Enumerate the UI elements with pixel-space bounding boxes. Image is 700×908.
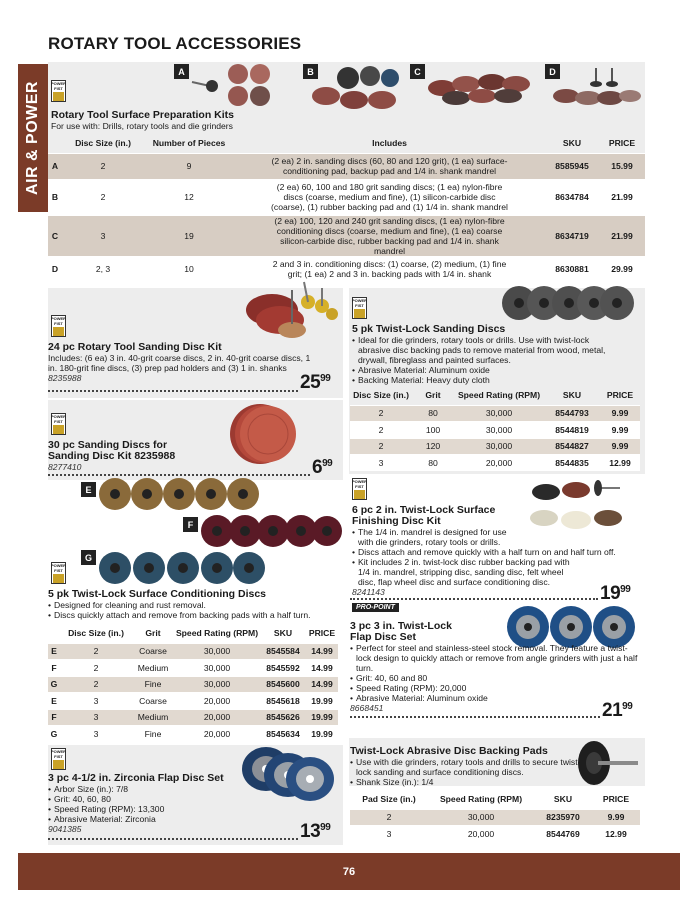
sanding-kit-image: [242, 280, 342, 342]
product-bullet: • Designed for cleaning and rust removal.: [48, 600, 343, 610]
image-label-f: F: [183, 517, 198, 532]
power-fist-logo: POWER FIST: [352, 297, 367, 319]
conditioning-disc-g-image: [97, 550, 267, 586]
page-footer: [18, 853, 680, 890]
kit1-header: Disc Size (in.): [75, 138, 131, 149]
cell: 3: [60, 709, 132, 726]
table-row: [48, 693, 338, 710]
cell: (2 ea) 2 in. sanding discs (60, 80 and 120 grit), (1 ea) surface-conditioning pad, backup pad and 1/4 in. shank mandrel: [234, 153, 545, 179]
backing-pads-table: [350, 790, 640, 842]
price-leader: [48, 390, 298, 392]
product-price: $25^{99}$: [300, 372, 331, 393]
kit1-use: For use with: Drills, rotary tools and die grinders: [51, 121, 233, 131]
cell-sku: 8544819: [544, 422, 600, 439]
product-bullet: • Abrasive Material: Aluminum oxide: [350, 693, 640, 703]
price-leader: [350, 716, 600, 718]
cell-sku: 8545584: [260, 643, 306, 660]
cell: Medium: [132, 709, 174, 726]
twist-lock-sanding-table: [350, 386, 640, 471]
cell: 20,000: [174, 693, 260, 710]
cell-price: 14.99: [306, 660, 338, 677]
product-sku: 8241143: [352, 587, 385, 597]
cell: 20,000: [174, 709, 260, 726]
table-row: [350, 438, 640, 455]
power-fist-logo: POWER FIST: [51, 80, 66, 102]
cell: 2: [60, 676, 132, 693]
cell-price: 21.99: [599, 179, 645, 215]
cell: 2: [62, 153, 144, 179]
kit1-table: [48, 134, 645, 282]
product-bullet: • Grit: 40, 60, 80: [48, 794, 278, 804]
cell: 30,000: [428, 809, 534, 826]
power-fist-logo: POWER FIST: [51, 562, 66, 584]
table-row: [48, 676, 338, 693]
cell-sku: 8544769: [534, 826, 592, 843]
table-header: Pad Size (in.): [362, 794, 416, 805]
product-price: $13^{99}$: [300, 821, 331, 842]
image-label-d: D: [545, 64, 560, 79]
cell: 3: [60, 693, 132, 710]
conditioning-disc-f-image: [199, 513, 344, 549]
price-leader: [48, 838, 298, 840]
row-key: E: [48, 693, 60, 710]
cell: 80: [412, 455, 454, 472]
image-label-g: G: [81, 550, 96, 565]
product-bullet: • Shank Size (in.): 1/4: [350, 777, 590, 787]
power-fist-logo: POWER FIST: [352, 478, 367, 500]
cell: 2 and 3 in. conditioning discs: (1) coarse, (2) medium, (1) fine grit; (1 ea) 2 and 3 in. backing pads with 1/4 in. shank: [234, 256, 545, 282]
cell: 2: [350, 809, 428, 826]
row-key: F: [48, 660, 60, 677]
cell: 2: [60, 643, 132, 660]
table-header: Speed Rating (RPM): [439, 794, 523, 805]
product-price: $21^{99}$: [602, 700, 633, 721]
cell-sku: 8545592: [260, 660, 306, 677]
cell: (2 ea) 60, 100 and 180 grit sanding discs; (1 ea) nylon-fibre discs (coarse, medium and fine), (1) silicon-carbide disc (coarse), (1) rubber backing pad and (1) 1/4 in. shank mandrel: [234, 179, 545, 215]
product-sku: 8235988: [48, 373, 82, 383]
cell-sku: 8545634: [260, 726, 306, 743]
cell-sku: 8544793: [544, 405, 600, 422]
product-bullet: • Use with die grinders, rotary tools and drills to secure twist-lock sanding and surface conditioning discs.: [350, 757, 590, 777]
table-row: [48, 660, 338, 677]
cell-sku: 8544835: [544, 455, 600, 472]
power-fist-logo: POWER FIST: [51, 748, 66, 770]
kit-a-image: [188, 62, 280, 106]
cell: 3: [60, 726, 132, 743]
cell: 9: [144, 153, 234, 179]
image-label-b: B: [303, 64, 318, 79]
cell: 80: [412, 405, 454, 422]
cell-price: 19.99: [306, 693, 338, 710]
cell: 2, 3: [62, 256, 144, 282]
cell: 2: [62, 179, 144, 215]
product-title-line1: 30 pc Sanding Discs for: [48, 439, 168, 451]
cell: 3: [350, 826, 428, 843]
cell: 2: [350, 422, 412, 439]
kit1-header: Number of Pieces: [152, 138, 226, 149]
cell-price: 9.99: [592, 809, 640, 826]
table-header: PRICE: [606, 390, 634, 401]
kit1-header: Includes: [372, 138, 407, 149]
pro-point-logo: PRO-POINT: [352, 603, 399, 612]
cell: Medium: [132, 660, 174, 677]
row-key: F: [48, 709, 60, 726]
product-price: $6^{99}$: [312, 457, 333, 478]
product-bullet: • Speed Rating (RPM): 20,000: [350, 683, 640, 693]
cell-price: 19.99: [306, 709, 338, 726]
page-number: 76: [342, 865, 356, 878]
cell: 2: [60, 660, 132, 677]
product-bullet: • Discs attach and remove quickly with a half turn on and half turn off.: [352, 547, 642, 557]
table-row: [350, 405, 640, 422]
cell-price: 15.99: [599, 153, 645, 179]
image-label-c: C: [410, 64, 425, 79]
product-title-line2: Finishing Disc Kit: [352, 515, 441, 527]
cell-sku: 8634719: [545, 215, 599, 256]
product-sku: 8668451: [350, 703, 384, 713]
product-price: $19^{99}$: [600, 583, 631, 604]
cell-price: 9.99: [600, 422, 640, 439]
cell: 3: [62, 215, 144, 256]
row-key: A: [48, 153, 62, 179]
twist-lock-sanding-image: [500, 284, 635, 322]
kit1-header: SKU: [562, 138, 582, 149]
cell-sku: 8545600: [260, 676, 306, 693]
product-bullet: • Ideal for die grinders, rotary tools or drills. Use with twist-lock abrasive disc backing pads to remove material from wood, metal, drywall, fibreglass and painted surfaces.: [352, 335, 622, 365]
cell-sku: 8545618: [260, 693, 306, 710]
cell-sku: 8544827: [544, 438, 600, 455]
cell-price: 14.99: [306, 676, 338, 693]
cell: 20,000: [174, 726, 260, 743]
product-title-line1: 6 pc 2 in. Twist-Lock Surface: [352, 504, 496, 516]
product-bullet: • Discs quickly attach and remove from backing pads with a half turn.: [48, 610, 343, 620]
product-bullet: • Speed Rating (RPM): 13,300: [48, 804, 278, 814]
table-header: Disc Size (in.): [353, 390, 409, 401]
table-row: [350, 422, 640, 439]
row-key: G: [48, 726, 60, 743]
cell-price: 19.99: [306, 726, 338, 743]
cell: Coarse: [132, 693, 174, 710]
price-leader: [350, 598, 598, 600]
cell-price: 9.99: [600, 405, 640, 422]
product-bullet: • Abrasive Material: Aluminum oxide: [352, 365, 622, 375]
cell-price: 12.99: [600, 455, 640, 472]
table-header: Speed Rating (RPM): [175, 628, 259, 639]
table-header: SKU: [562, 390, 582, 401]
conditioning-disc-e-image: [97, 476, 259, 512]
table-header: Disc Size (in.): [68, 628, 124, 639]
product-title-line1: 3 pc 3 in. Twist-Lock: [350, 620, 452, 632]
power-fist-logo: POWER FIST: [51, 315, 66, 337]
cell: 12: [144, 179, 234, 215]
cell-price: 12.99: [592, 826, 640, 843]
cell: Fine: [132, 726, 174, 743]
product-sku: 9041385: [48, 824, 82, 834]
table-row: [48, 215, 645, 256]
cell: 30,000: [454, 422, 544, 439]
cell: (2 ea) 100, 120 and 240 grit sanding discs, (1 ea) nylon-fibre conditioning discs (coarse, medium and fine), (1 ea) coarse silicon-carbide disc, rubber backing pad and 1/4 in. shank mandrel: [234, 215, 545, 256]
cell: 19: [144, 215, 234, 256]
product-description: Includes: (6 ea) 3 in. 40-grit coarse discs, 2 in. 40-grit coarse discs, 1 in. 180-grit fine discs, (3) prep pad holders and (3) 1 in. shanks: [48, 353, 311, 373]
cell-sku: 8634784: [545, 179, 599, 215]
conditioning-discs-table: [48, 624, 338, 742]
section-tab: [18, 64, 48, 212]
product-title: 5 pk Twist-Lock Sanding Discs: [352, 323, 506, 335]
table-row: [350, 826, 640, 843]
cell: 2: [350, 438, 412, 455]
kit-d-image: [550, 66, 642, 110]
cell: Fine: [132, 676, 174, 693]
row-key: E: [48, 643, 60, 660]
product-title: 5 pk Twist-Lock Surface Conditioning Discs: [48, 588, 267, 600]
row-key: D: [48, 256, 62, 282]
image-label-a: A: [174, 64, 189, 79]
cell: 10: [144, 256, 234, 282]
table-row: [350, 455, 640, 472]
row-key: B: [48, 179, 62, 215]
product-bullet: • The 1/4 in. mandrel is designed for use with die grinders, rotary tools or drills.: [352, 527, 642, 547]
product-title-line2: Flap Disc Set: [350, 631, 416, 643]
table-row: [48, 709, 338, 726]
table-header: Speed Rating (RPM): [457, 390, 541, 401]
table-header: SKU: [553, 794, 573, 805]
kit-c-image: [422, 66, 534, 110]
cell: 30,000: [174, 660, 260, 677]
cell-price: 9.99: [600, 438, 640, 455]
table-row: [48, 256, 645, 282]
table-header: PRICE: [308, 628, 336, 639]
product-title: Twist-Lock Abrasive Disc Backing Pads: [350, 745, 548, 757]
table-row: [48, 153, 645, 179]
cell-sku: 8235970: [534, 809, 592, 826]
cell: 30,000: [454, 405, 544, 422]
section-tab-label: AIR & POWER: [24, 81, 42, 195]
cell: 30,000: [174, 676, 260, 693]
power-fist-logo: POWER FIST: [51, 413, 66, 435]
product-bullet: • Perfect for steel and stainless-steel stock removal. They feature a twist-lock design to quickly attach or remove from angle grinders with just a half turn.: [350, 643, 640, 673]
table-row: [350, 809, 640, 826]
table-row: [48, 726, 338, 743]
product-bullet: • Backing Material: Heavy duty cloth: [352, 375, 622, 385]
cell-price: 21.99: [599, 215, 645, 256]
cell-price: 14.99: [306, 643, 338, 660]
product-bullet: • Abrasive Material: Zirconia: [48, 814, 278, 824]
cell-sku: 8630881: [545, 256, 599, 282]
kit1-header: PRICE: [608, 138, 636, 149]
cell: 100: [412, 422, 454, 439]
cell-sku: 8585945: [545, 153, 599, 179]
product-sku: 8277410: [48, 462, 82, 472]
cell: 20,000: [454, 455, 544, 472]
product-bullet: • Arbor Size (in.): 7/8: [48, 784, 278, 794]
page-title: ROTARY TOOL ACCESSORIES: [48, 34, 302, 53]
product-bullet: • Kit includes 2 in. twist-lock disc rubber backing pad with 1/4 in. mandrel, stripping disc, sanding disc, felt wheel disc, flap wheel disc and surface conditioning disc.: [352, 557, 642, 587]
row-key: G: [48, 676, 60, 693]
table-header: SKU: [273, 628, 293, 639]
table-row: [48, 179, 645, 215]
product-title: 3 pc 4-1/2 in. Zirconia Flap Disc Set: [48, 772, 224, 784]
table-row: [48, 643, 338, 660]
table-header: Grit: [425, 390, 441, 401]
cell-sku: 8545626: [260, 709, 306, 726]
product-title-line2: Sanding Disc Kit 8235988: [48, 450, 176, 462]
cell: 30,000: [174, 643, 260, 660]
cell: Coarse: [132, 643, 174, 660]
table-header: PRICE: [602, 794, 630, 805]
product-title: 24 pc Rotary Tool Sanding Disc Kit: [48, 341, 222, 353]
product-bullet: • Grit: 40, 60 and 80: [350, 673, 640, 683]
cell: 2: [350, 405, 412, 422]
cell: 3: [350, 455, 412, 472]
cell: 20,000: [428, 826, 534, 843]
cell-price: 29.99: [599, 256, 645, 282]
table-header: Grit: [145, 628, 161, 639]
cell: 120: [412, 438, 454, 455]
kit-b-image: [308, 64, 410, 112]
cell: 30,000: [454, 438, 544, 455]
row-key: C: [48, 215, 62, 256]
kit1-title: Rotary Tool Surface Preparation Kits: [51, 109, 235, 121]
image-label-e: E: [81, 482, 96, 497]
